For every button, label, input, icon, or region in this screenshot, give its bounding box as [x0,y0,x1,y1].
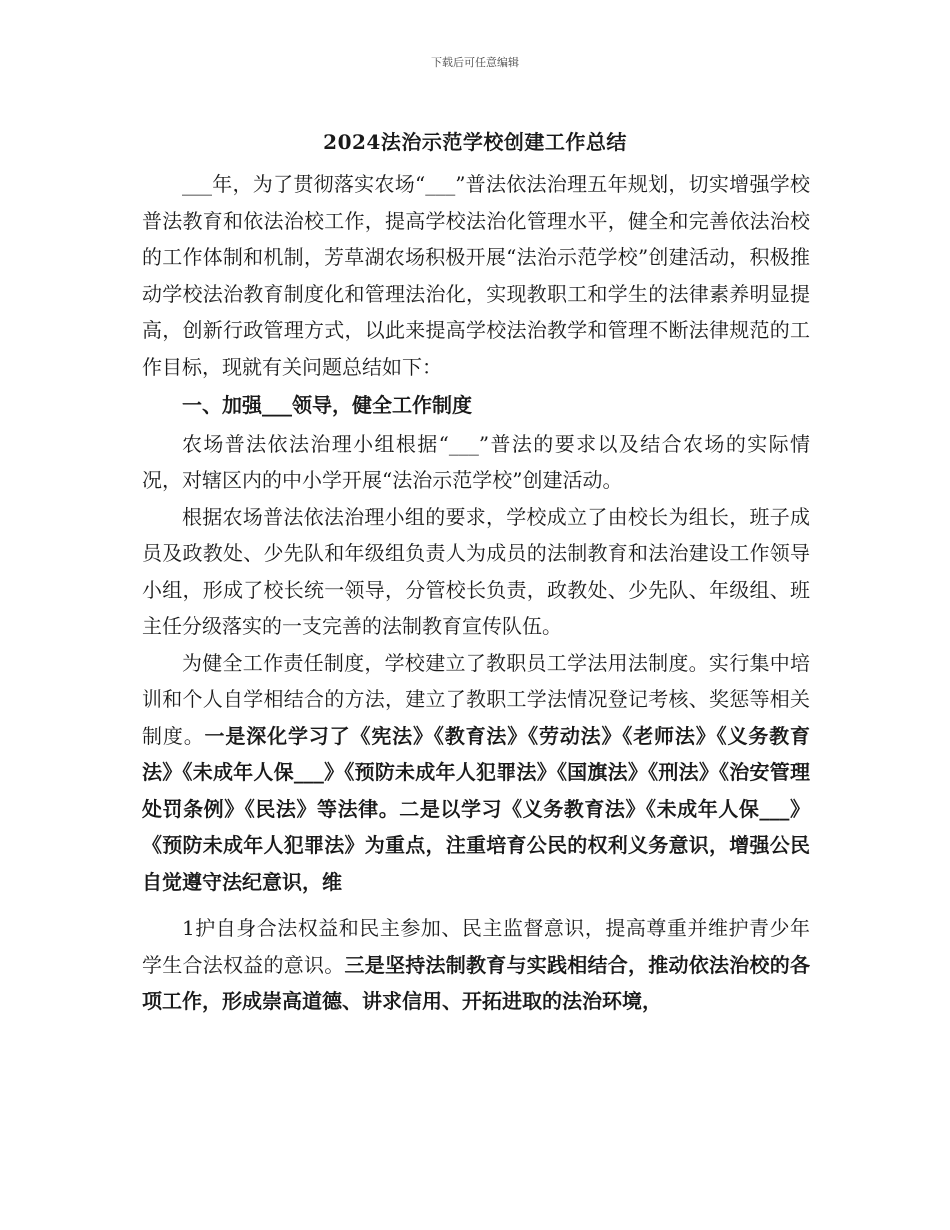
paragraph-5-bold-text: 三是坚持法制教育与实践相结合，推动依法治校的各项工作，形成崇高道德、讲求信用、开拓进取的法治环境， [142,952,810,1013]
paragraph-intro: ___年，为了贯彻落实农场“___”普法依法治理五年规划，切实增强学校普法教育和依法治校工作，提高学校法治化管理水平，健全和完善依法治校的工作体制和机制，芳草湖农场积极开展“法治示范学校”创建活动，积极推动学校法治教育制度化和管理法治化，实现教职工和学生的法律素养明显提高，创新行政管理方式，以此来提高学校法治教学和管理不断法律规范的工作目标，现就有关问题总结如下： [142,172,810,379]
paragraph-4-text: 为健全工作责任制度，学校建立了教职员工学法用法制度。实行集中培训和个人自学相结合的方法，建立了教职工学法情况登记考核、奖惩等相关制度。 [142,650,810,748]
paragraph-5-text: 1护自身合法权益和民主参加、民主监督意识，提高尊重并维护青少年学生合法权益的意识。 [142,916,810,977]
section-heading-1: 一、加强___领导，健全工作制度 [182,393,472,417]
paragraph-4-bold-text: 一是深化学习了《宪法》《教育法》《劳动法》《老师法》《义务教育法》《未成年人保___》《预防未成年人犯罪法》《国旗法》《刑法》《治安管理处罚条例》《民法》等法律。二是以学习《义务教育法》《未成年人保___》《预防未成年人犯罪法》为重点，注重培育公民的权利义务意识，增强公民自觉遵守法纪意识，维 [142,723,811,894]
document-title: 2024法治示范学校创建工作总结 [323,130,627,154]
document-body [142,166,810,1020]
paragraph-2: 农场普法依法治理小组根据“___”普法的要求以及结合农场的实际情况，对辖区内的中小学开展“法治示范学校”创建活动。 [142,431,810,492]
paragraph-5 [142,910,810,1020]
paragraph-3: 根据农场普法依法治理小组的要求，学校成立了由校长为组长，班子成员及政教处、少先队和年级组负责人为成员的法制教育和法治建设工作领导小组，形成了校长统一领导，分管校长负责，政教处、少先队、年级组、班主任分级落实的一支完善的法制教育宣传队伍。 [142,504,810,638]
page-header: 下载后可任意编辑 [431,56,519,69]
paragraph-4 [142,645,810,901]
